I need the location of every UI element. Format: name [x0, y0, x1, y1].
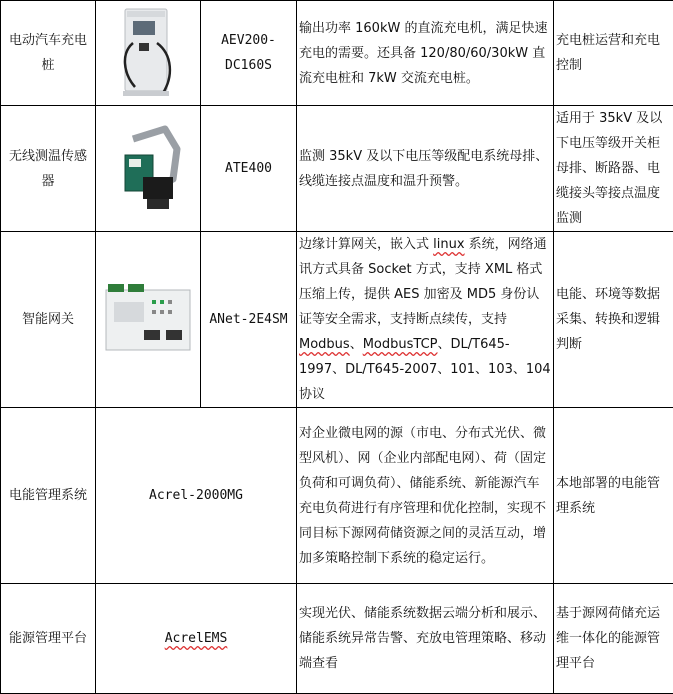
product-description: 对企业微电网的源（市电、分布式光伏、微型风机）、网（企业内部配电网）、荷（固定负荷和可调负荷）、储能系统、新能源汽车充电负荷进行有序管理和优化控制，实现不同目标下源网荷储资源之间的灵活互动，增加多策略控制下系统的稳定运行。 — [297, 408, 554, 584]
desc-text: 边缘计算网关，嵌入式 — [299, 237, 433, 252]
product-name: 电动汽车充电桩 — [1, 1, 96, 106]
application-scope: 本地部署的电能管理系统 — [554, 408, 673, 584]
table-row — [1, 408, 673, 584]
product-description: 监测 35kV 及以下电压等级配电系统母排、线缆连接点温度和温升预警。 — [297, 106, 554, 232]
gateway-image — [96, 232, 201, 408]
application-scope: 基于源网荷储充运维一体化的能源管理平台 — [554, 584, 673, 694]
desc-text: 系统，网络通讯方式具备 Socket 方式，支持 XML 格式压缩上传，提供 AES 加密及 MD5 身份认证等安全需求，支持断点续传，支持 — [299, 237, 547, 327]
desc-term: ModbusTCP — [363, 337, 438, 352]
product-model: ANet-2E4SM — [201, 232, 297, 408]
table-row — [1, 1, 673, 106]
product-model: Acrel-2000MG — [96, 408, 297, 584]
temperature-sensor-image — [96, 106, 201, 232]
model-text: AcrelEMS — [165, 631, 228, 646]
desc-term: Modbus — [299, 337, 350, 352]
gateway-icon — [100, 280, 196, 360]
ev-charger-image — [96, 1, 201, 106]
table-row — [1, 232, 673, 408]
product-description — [297, 232, 554, 408]
product-model: AEV200-DC160S — [201, 1, 297, 106]
product-model: ATE400 — [201, 106, 297, 232]
product-description: 实现光伏、储能系统数据云端分析和展示、储能系统异常告警、充放电管理策略、移动端查看 — [297, 584, 554, 694]
product-description: 输出功率 160kW 的直流充电机，满足快速充电的需要。还具备 120/80/60/30kW 直流充电桩和 7kW 交流充电桩。 — [297, 1, 554, 106]
table-row — [1, 106, 673, 232]
application-scope: 充电桩运营和充电控制 — [554, 1, 673, 106]
product-name: 智能网关 — [1, 232, 96, 408]
product-name: 能源管理平台 — [1, 584, 96, 694]
product-name: 无线测温传感器 — [1, 106, 96, 232]
product-name: 电能管理系统 — [1, 408, 96, 584]
application-scope: 适用于 35kV 及以下电压等级开关柜母排、断路器、电缆接头等接点温度监测 — [554, 106, 673, 232]
desc-text: 、DL/T645-1997、DL/T645-2007、101、103、104 协议 — [299, 337, 551, 402]
table-row — [1, 584, 673, 694]
ev-charger-icon — [103, 3, 193, 103]
application-scope: 电能、环境等数据采集、转换和逻辑判断 — [554, 232, 673, 408]
desc-term: linux — [433, 237, 464, 252]
product-model — [96, 584, 297, 694]
wireless-sensor-icon — [103, 119, 193, 219]
desc-text: 、 — [350, 337, 363, 352]
